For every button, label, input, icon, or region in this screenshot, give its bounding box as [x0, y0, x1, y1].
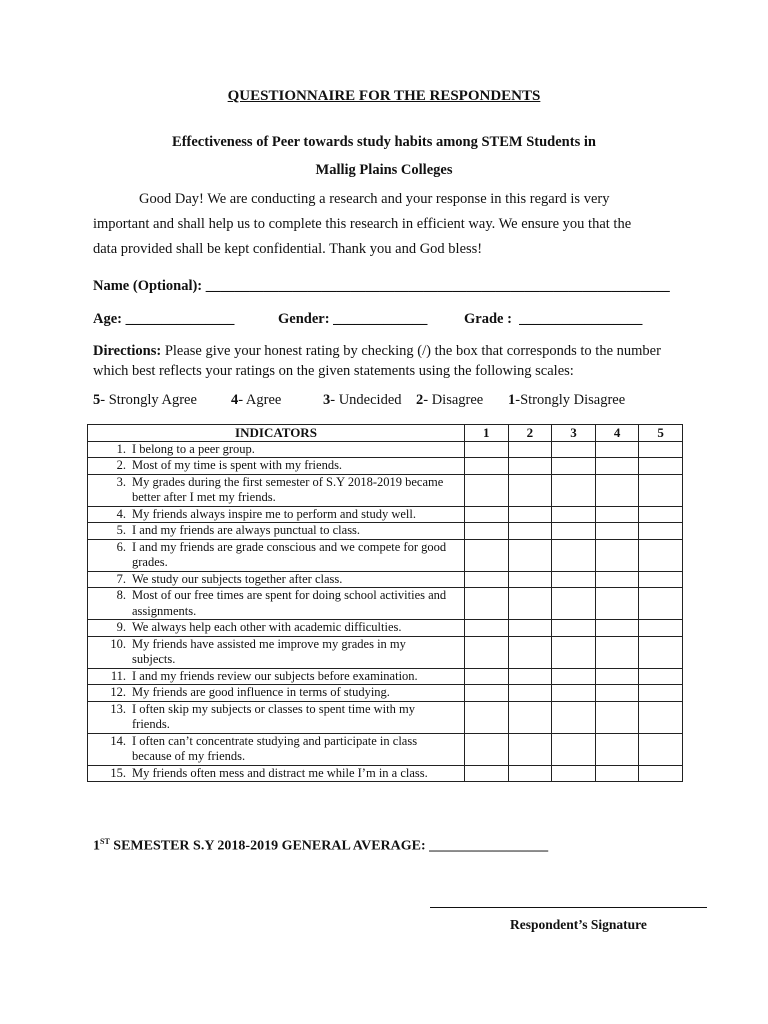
rating-checkbox-5[interactable] [639, 668, 683, 685]
rating-checkbox-2[interactable] [508, 441, 552, 458]
rating-checkbox-3[interactable] [552, 701, 596, 733]
indicator-cell [88, 765, 465, 782]
rating-checkbox-3[interactable] [552, 458, 596, 475]
rating-checkbox-5[interactable] [639, 441, 683, 458]
table-row [88, 571, 683, 588]
rating-checkbox-3[interactable] [552, 474, 596, 506]
grade-field[interactable]: Grade : _________________ [464, 311, 643, 327]
table-row [88, 636, 683, 668]
indicator-cell [88, 539, 465, 571]
indicator-text: I belong to a peer group. [132, 441, 255, 456]
rating-checkbox-4[interactable] [595, 474, 639, 506]
indicator-cell [88, 588, 465, 620]
table-header-row [88, 425, 683, 442]
rating-checkbox-2[interactable] [508, 506, 552, 523]
indicator-number: 4. [116, 506, 126, 521]
indicator-number: 1. [116, 441, 126, 456]
scale-4-label: - Agree [238, 392, 282, 408]
gender-field[interactable]: Gender: _____________ [278, 311, 428, 327]
intro-paragraph [93, 187, 683, 262]
indicator-number: 12. [110, 685, 126, 699]
scale-5-label: - Strongly Agree [100, 392, 197, 408]
scale-5-number: 5 [93, 392, 101, 408]
page-title: QUESTIONNAIRE FOR THE RESPONDENTS [227, 88, 541, 104]
indicator-cell [88, 733, 465, 765]
rating-checkbox-1[interactable] [464, 571, 508, 588]
indicator-cell [88, 620, 465, 637]
indicator-number: 15. [110, 765, 126, 780]
indicator-text: I and my friends are always punctual to class. [132, 523, 361, 537]
scale-3-label: - Undecided [330, 392, 402, 408]
rating-checkbox-4[interactable] [595, 620, 639, 637]
rating-checkbox-4[interactable] [595, 458, 639, 475]
rating-checkbox-3[interactable] [552, 620, 596, 637]
indicator-number: 6. [116, 539, 126, 554]
directions-paragraph [93, 341, 683, 381]
rating-checkbox-2[interactable] [508, 765, 552, 782]
indicators-header: INDICATORS [88, 425, 465, 442]
directions-text: Please give your honest rating by checking (/) the box that corresponds to the number which best reflects your ratings on the given statements using the following scales: [93, 343, 661, 379]
indicator-number: 14. [110, 733, 126, 748]
rating-checkbox-5[interactable] [639, 506, 683, 523]
rating-checkbox-5[interactable] [639, 685, 683, 702]
indicator-text: I often can’t concentrate studying and participate in class because of my friends. [132, 733, 418, 763]
indicator-cell [88, 474, 465, 506]
indicator-cell [88, 571, 465, 588]
rating-checkbox-5[interactable] [639, 571, 683, 588]
indicator-text: My friends often mess and distract me while I’m in a class. [132, 765, 428, 780]
rating-checkbox-1[interactable] [464, 685, 508, 702]
indicator-cell [88, 701, 465, 733]
indicator-number: 8. [116, 588, 126, 602]
rating-checkbox-4[interactable] [595, 588, 639, 620]
rating-checkbox-3[interactable] [552, 571, 596, 588]
signature-label: Respondent’s Signature [510, 917, 647, 932]
indicator-number: 2. [116, 458, 126, 472]
rating-checkbox-5[interactable] [639, 458, 683, 475]
rating-checkbox-3[interactable] [552, 668, 596, 685]
indicator-text: My grades during the first semester of S.Y 2018-2019 became better after I met my friends. [132, 474, 444, 504]
rating-checkbox-2[interactable] [508, 620, 552, 637]
rating-checkbox-2[interactable] [508, 685, 552, 702]
scale-2-label: - Disagree [423, 392, 484, 408]
scale-4-number: 4 [231, 392, 239, 408]
rating-scale-legend [93, 392, 625, 409]
column-header-5: 5 [639, 425, 683, 442]
rating-checkbox-2[interactable] [508, 458, 552, 475]
rating-checkbox-4[interactable] [595, 636, 639, 668]
column-header-4: 4 [595, 425, 639, 442]
table-row [88, 701, 683, 733]
rating-checkbox-2[interactable] [508, 571, 552, 588]
indicator-text: I often skip my subjects or classes to spent time with my friends. [132, 701, 415, 731]
average-text: SEMESTER S.Y 2018-2019 GENERAL AVERAGE: _________________ [109, 838, 549, 854]
indicator-number: 10. [110, 636, 126, 651]
rating-checkbox-2[interactable] [508, 733, 552, 765]
rating-checkbox-5[interactable] [639, 701, 683, 733]
indicator-cell [88, 458, 465, 475]
rating-checkbox-2[interactable] [508, 588, 552, 620]
rating-checkbox-5[interactable] [639, 636, 683, 668]
indicator-text: We always help each other with academic difficulties. [132, 620, 402, 634]
rating-checkbox-4[interactable] [595, 668, 639, 685]
table-row [88, 620, 683, 637]
rating-checkbox-3[interactable] [552, 523, 596, 540]
indicator-text: We study our subjects together after class. [132, 571, 343, 586]
table-row [88, 765, 683, 782]
rating-checkbox-1[interactable] [464, 733, 508, 765]
indicator-text: Most of our free times are spent for doing school activities and assignments. [132, 588, 447, 618]
table-row [88, 668, 683, 685]
indicator-cell [88, 685, 465, 702]
rating-checkbox-1[interactable] [464, 636, 508, 668]
rating-checkbox-3[interactable] [552, 506, 596, 523]
rating-checkbox-2[interactable] [508, 668, 552, 685]
rating-checkbox-4[interactable] [595, 506, 639, 523]
subtitle-line-2: Mallig Plains Colleges [315, 162, 453, 178]
table-row [88, 474, 683, 506]
column-header-2: 2 [508, 425, 552, 442]
average-superscript: ST [100, 837, 110, 846]
signature-line[interactable] [430, 907, 707, 908]
rating-checkbox-5[interactable] [639, 588, 683, 620]
rating-checkbox-1[interactable] [464, 441, 508, 458]
table-row [88, 588, 683, 620]
rating-checkbox-4[interactable] [595, 685, 639, 702]
table-row [88, 539, 683, 571]
rating-checkbox-5[interactable] [639, 523, 683, 540]
rating-checkbox-4[interactable] [595, 523, 639, 540]
indicator-number: 7. [116, 571, 126, 586]
rating-checkbox-1[interactable] [464, 523, 508, 540]
rating-checkbox-4[interactable] [595, 441, 639, 458]
rating-checkbox-4[interactable] [595, 733, 639, 765]
rating-checkbox-3[interactable] [552, 588, 596, 620]
rating-checkbox-2[interactable] [508, 701, 552, 733]
indicator-cell [88, 636, 465, 668]
rating-checkbox-1[interactable] [464, 620, 508, 637]
rating-checkbox-4[interactable] [595, 765, 639, 782]
indicator-cell [88, 441, 465, 458]
rating-checkbox-5[interactable] [639, 765, 683, 782]
rating-checkbox-2[interactable] [508, 539, 552, 571]
rating-checkbox-5[interactable] [639, 733, 683, 765]
rating-checkbox-3[interactable] [552, 539, 596, 571]
rating-checkbox-1[interactable] [464, 765, 508, 782]
rating-checkbox-1[interactable] [464, 506, 508, 523]
rating-checkbox-1[interactable] [464, 458, 508, 475]
rating-checkbox-5[interactable] [639, 474, 683, 506]
table-row [88, 458, 683, 475]
rating-checkbox-2[interactable] [508, 636, 552, 668]
indicator-number: 3. [116, 474, 126, 489]
indicator-cell [88, 668, 465, 685]
column-header-1: 1 [464, 425, 508, 442]
table-row [88, 685, 683, 702]
scale-2-number: 2 [416, 392, 424, 408]
rating-checkbox-1[interactable] [464, 701, 508, 733]
rating-checkbox-3[interactable] [552, 765, 596, 782]
scale-1-label: -Strongly Disagree [515, 392, 626, 408]
column-header-3: 3 [552, 425, 596, 442]
name-field[interactable]: Name (Optional): ________________________________________________________________ [93, 278, 670, 294]
rating-checkbox-1[interactable] [464, 539, 508, 571]
rating-checkbox-4[interactable] [595, 701, 639, 733]
rating-checkbox-1[interactable] [464, 474, 508, 506]
indicator-number: 11. [110, 668, 126, 683]
indicator-number: 13. [110, 701, 126, 716]
table-row [88, 441, 683, 458]
intro-line-2: important and shall help us to complete this research in efficient way. We ensure you that the [93, 216, 632, 232]
directions-label: Directions: [93, 343, 162, 359]
average-prefix: 1 [93, 838, 100, 854]
indicator-text: My friends are good influence in terms of studying. [132, 685, 390, 699]
rating-checkbox-1[interactable] [464, 668, 508, 685]
rating-checkbox-5[interactable] [639, 620, 683, 637]
intro-line-1: Good Day! We are conducting a research and your response in this regard is very [139, 191, 610, 207]
indicators-table [87, 424, 683, 782]
general-average-field[interactable] [93, 837, 548, 855]
age-field[interactable]: Age: _______________ [93, 311, 235, 327]
indicator-text: My friends have assisted me improve my grades in my subjects. [132, 636, 406, 666]
indicator-number: 5. [116, 523, 126, 537]
rating-checkbox-2[interactable] [508, 474, 552, 506]
rating-checkbox-3[interactable] [552, 733, 596, 765]
rating-checkbox-4[interactable] [595, 539, 639, 571]
rating-checkbox-5[interactable] [639, 539, 683, 571]
indicator-cell [88, 506, 465, 523]
rating-checkbox-3[interactable] [552, 685, 596, 702]
rating-checkbox-4[interactable] [595, 571, 639, 588]
indicator-text: Most of my time is spent with my friends. [132, 458, 343, 472]
subtitle-line-1: Effectiveness of Peer towards study habits among STEM Students in [172, 134, 596, 150]
indicator-text: My friends always inspire me to perform and study well. [132, 506, 416, 521]
indicator-text: I and my friends review our subjects before examination. [132, 668, 418, 683]
indicator-text: I and my friends are grade conscious and we compete for good grades. [132, 539, 447, 569]
rating-checkbox-3[interactable] [552, 636, 596, 668]
rating-checkbox-1[interactable] [464, 588, 508, 620]
scale-1-number: 1 [508, 392, 516, 408]
rating-checkbox-2[interactable] [508, 523, 552, 540]
table-row [88, 733, 683, 765]
scale-3-number: 3 [323, 392, 331, 408]
table-row [88, 523, 683, 540]
indicator-number: 9. [116, 620, 126, 634]
indicator-cell [88, 523, 465, 540]
table-row [88, 506, 683, 523]
intro-line-3: data provided shall be kept confidential. Thank you and God bless! [93, 241, 483, 257]
rating-checkbox-3[interactable] [552, 441, 596, 458]
